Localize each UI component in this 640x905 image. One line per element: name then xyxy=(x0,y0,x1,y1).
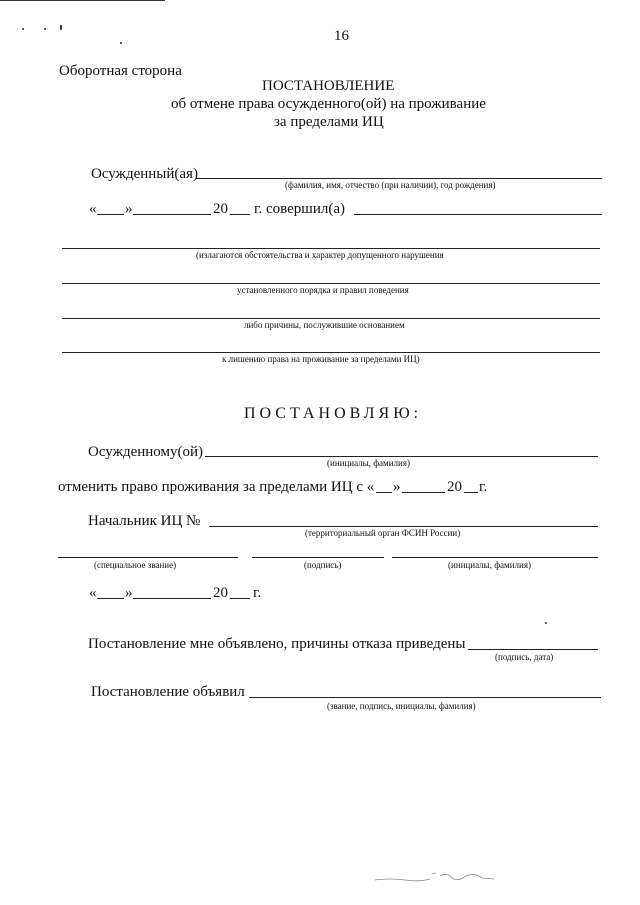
violation-line xyxy=(62,318,600,319)
date2-open-quote: « xyxy=(89,585,97,601)
violation-caption: к лишению права на проживание за пределами ИЦ) xyxy=(222,354,420,364)
month-blank xyxy=(133,214,211,215)
chief-line xyxy=(209,526,598,527)
cancel-day-blank xyxy=(376,492,392,493)
date2-day-blank xyxy=(97,598,124,599)
to-convict-label: Осужденному(ой) xyxy=(88,444,204,460)
violation-caption: установленного порядка и правил поведения xyxy=(237,285,409,295)
chief-label: Начальник ИЦ № xyxy=(88,513,201,529)
cancel-year: 20 xyxy=(447,479,462,495)
date-year-prefix: 20 xyxy=(213,201,228,217)
scan-speck xyxy=(545,622,547,624)
resolve-heading: ПОСТАНОВЛЯЮ: xyxy=(244,405,423,422)
cancel-text: отменить право проживания за пределами ИЦ с « xyxy=(58,479,375,495)
to-convict-line xyxy=(205,456,598,457)
violation-line xyxy=(62,248,600,249)
violation-line xyxy=(62,283,600,284)
announced-caption: (подпись, дата) xyxy=(495,652,554,662)
violation-caption: (излагаются обстоятельства и характер допущенного нарушения xyxy=(196,250,444,260)
date2-close-quote: » xyxy=(125,585,133,601)
title-line1: ПОСТАНОВЛЕНИЕ xyxy=(262,78,395,94)
announced-text: Постановление мне объявлено, причины отказа приведены xyxy=(88,636,466,652)
page-number: 16 xyxy=(334,28,349,44)
title-line2: об отмене права осужденного(ой) на проживание xyxy=(171,96,486,112)
year-blank xyxy=(230,214,250,215)
initials-line xyxy=(392,557,598,558)
handwritten-mark xyxy=(370,868,500,888)
announced-line xyxy=(468,649,598,650)
committed-label: г. совершил(а) xyxy=(254,201,345,217)
scan-top-line xyxy=(0,0,165,1)
cancel-close-quote: » xyxy=(393,479,401,495)
chief-caption: (территориальный орган ФСИН России) xyxy=(305,528,461,538)
date2-year: 20 xyxy=(213,585,228,601)
announcer-label: Постановление объявил xyxy=(91,684,245,700)
date2-month-blank xyxy=(133,598,211,599)
violation-caption: либо причины, послужившие основанием xyxy=(244,320,405,330)
scan-speck xyxy=(22,28,24,30)
title-line3: за пределами ИЦ xyxy=(274,114,384,130)
to-convict-caption: (инициалы, фамилия) xyxy=(327,458,410,468)
day-blank xyxy=(97,214,124,215)
scan-speck xyxy=(44,28,46,30)
violation-line xyxy=(62,352,600,353)
date-close-quote: » xyxy=(125,201,133,217)
reverse-side-label: Оборотная сторона xyxy=(59,63,182,79)
date-open-quote: « xyxy=(89,201,97,217)
scan-speck xyxy=(60,25,62,30)
signature-line xyxy=(252,557,384,558)
initials-caption: (инициалы, фамилия) xyxy=(448,560,531,570)
date2-suffix: г. xyxy=(253,585,262,601)
cancel-year-blank xyxy=(464,492,478,493)
convict-label: Осужденный(ая) xyxy=(91,166,198,182)
announcer-line xyxy=(249,697,601,698)
rank-line xyxy=(58,557,238,558)
committed-line xyxy=(354,214,602,215)
cancel-month-blank xyxy=(402,492,445,493)
cancel-suffix: г. xyxy=(479,479,488,495)
convict-caption: (фамилия, имя, отчество (при наличии), год рождения) xyxy=(285,180,496,190)
signature-caption: (подпись) xyxy=(304,560,342,570)
announcer-caption: (звание, подпись, инициалы, фамилия) xyxy=(327,701,476,711)
date2-year-blank xyxy=(230,598,250,599)
scan-speck xyxy=(120,42,122,44)
convict-name-line xyxy=(196,178,602,179)
rank-caption: (специальное звание) xyxy=(94,560,177,570)
